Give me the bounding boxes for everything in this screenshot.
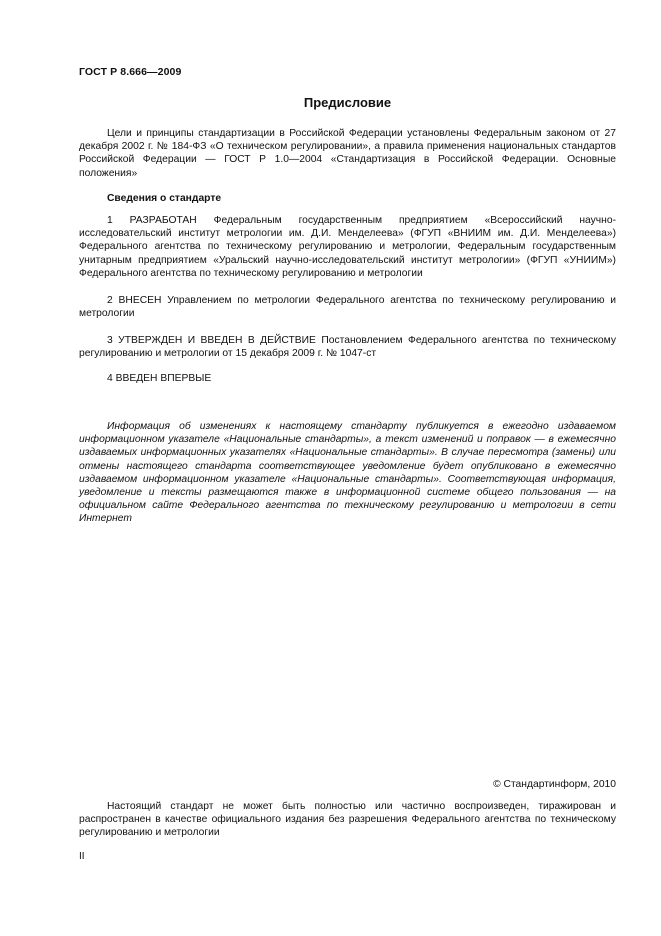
page-title: Предисловие: [303, 95, 392, 110]
info-heading: Сведения о стандарте: [107, 193, 222, 204]
reproduction-paragraph: Настоящий стандарт не может быть полностью или частично воспроизведен, тиражирован и распространен в качестве официального издания без разрешения Федерального агентства по техническому регулированию и метрологии: [79, 801, 616, 839]
item-approved: 3 УТВЕРЖДЕН И ВВЕДЕН В ДЕЙСТВИЕ Постановлением Федерального агентства по техническому регулированию и метрологии от 15 декабря 2009 г. № 1047-ст: [79, 335, 616, 360]
notice-paragraph: Информация об изменениях к настоящему стандарту публикуется в ежегодно издаваемом информационном указателе «Национальные стандарты», а текст изменений и поправок — в ежемесячно издаваемых информационных указателях «Национальные стандарты». В случае пересмотра (замены) или отмены настоящего стандарта соответствующее уведомление будет опубликовано в ежемесячно издаваемом информационном указателе «Национальные стандарты». Соответствующая информация, уведомление и тексты размещаются также в информационной системе общего пользования — на официальном сайте Федерального агентства по техническому регулированию и метрологии в сети Интернет: [79, 421, 616, 525]
page-number: II: [79, 851, 85, 862]
item-developed: 1 РАЗРАБОТАН Федеральным государственным предприятием «Всероссийский научно-исследовательский институт метрологии им. Д.И. Менделеева» (ФГУП «ВНИИМ им. Д.И. Менделеева») Федерального агентства по техническому регулированию и метрологии, Федеральным государственным унитарным предприятием «Уральский научно-исследовательский институт метрологии» (ФГУП «УНИИМ») Федерального агентства по техническому регулированию и метрологии: [79, 215, 616, 279]
item-introduced: 2 ВНЕСЕН Управлением по метрологии Федерального агентства по техническому регулированию и метрологии: [79, 295, 616, 320]
intro-paragraph: Цели и принципы стандартизации в Российской Федерации установлены Федеральным законом от 27 декабря 2002 г. № 184-ФЗ «О техническом регулировании», а правила применения национальных стандартов Российской Федерации — ГОСТ Р 1.0—2004 «Стандартизация в Российской Федерации. Основные положения»: [79, 128, 616, 179]
item-first-introduced: 4 ВВЕДЕН ВПЕРВЫЕ: [107, 373, 212, 384]
copyright: © Стандартинформ, 2010: [493, 779, 616, 790]
standard-code: ГОСТ Р 8.666—2009: [79, 66, 182, 78]
